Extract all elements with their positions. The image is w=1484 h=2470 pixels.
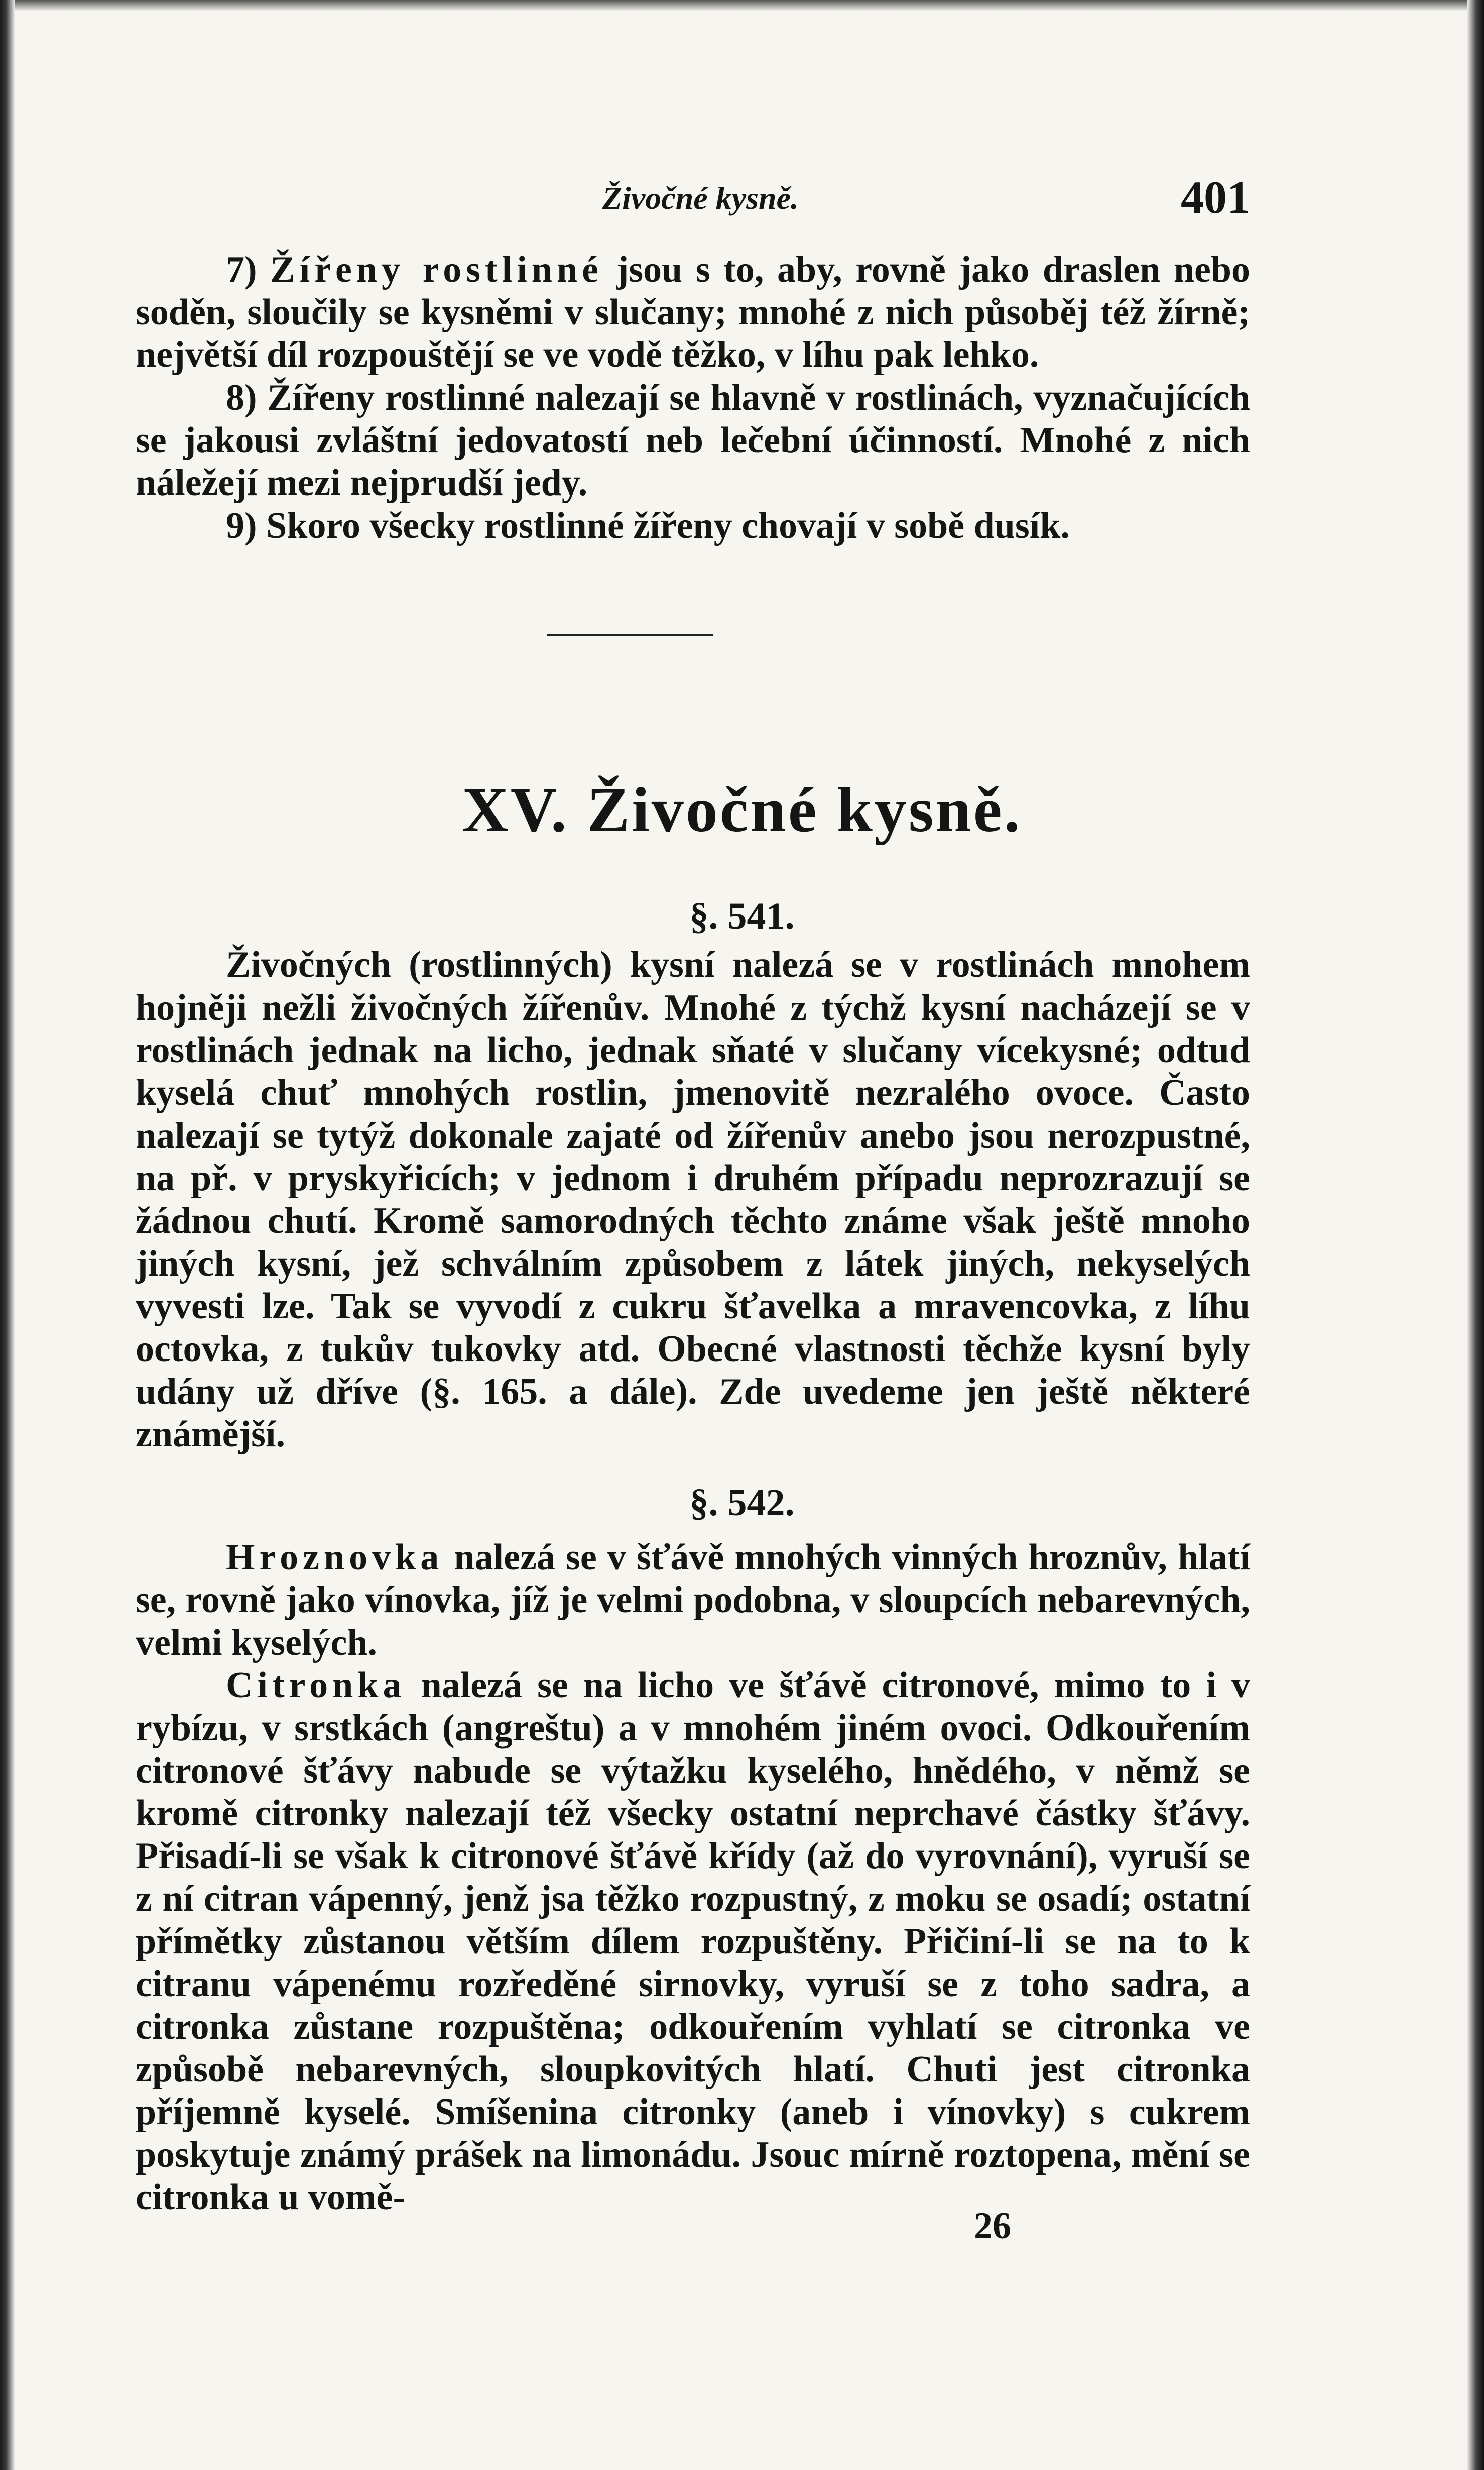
paragraph-8: 8) Žířeny rostlinné nalezají se hlavně v rostlinách, vyznačujících se jakousi zvláštní jedovatostí neb lečební účinností. Mnohé z nich náležejí mezi nejprudší jedy. (136, 377, 1250, 504)
paragraph-9: 9) Skoro všecky rostlinné žířeny chovají v sobě dusík. (226, 505, 1070, 546)
section-541-heading: §. 541. (689, 895, 795, 937)
section-542-paragraph-2-text: nalezá se na licho ve šťávě citronové, mimo to i v rybízu, v srstkách (angreštu) a v mnohém jiném ovoci. Odkouřením citronové šťávy nabude se výtažku kyselého, hnědého, v němž se kromě citronky nalezají též všecky ostatní neprchavé částky šťávy. Přisadí-li se však k citronové šťávě křídy (až do vyrovnání), vyruší se z ní citran vápenný, jenž jsa těžko rozpustný, z moku se osadí; ostatní přímětky zůstanou větším dílem rozpuštěny. Přičiní-li se na to k citranu vápenému rozředěné sirnovky, vyruší se z toho sadra, a citronka zůstane rozpuštěna; odkouřením vyhlatí se citronka ve způsobě nebarevných, sloupkovitých hlatí. Chuti jest citronka příjemně kyselé. Smíšenina citronky (aneb i vínovky) s cukrem poskytuje známý prášek na limonádu. Jsouc mírně roztopena, mění se citronka u vomě- (136, 1665, 1250, 2218)
page-right-edge-shadow (1467, 0, 1484, 2470)
section-542-paragraph-1 (136, 1536, 1250, 1664)
term-hroznovka: Hroznovka (226, 1537, 444, 1578)
signature-mark: 26 (974, 2205, 1011, 2247)
term-citronka: Citronka (226, 1665, 406, 1706)
section-divider-rule (547, 634, 713, 636)
page-number: 401 (1181, 172, 1250, 223)
section-541-body (136, 944, 1250, 1456)
section-542-paragraph-1-text: nalezá se v šťávě mnohých vinných hroznův, hlatí se, rovně jako vínovka, jíž je velmi podobna, v sloupcích nebarevných, velmi kyselých. (136, 1537, 1250, 1663)
paragraph-7-spaced-term: Žířeny rostlinné (270, 249, 603, 290)
section-542-paragraph-2 (136, 1664, 1250, 2219)
chapter-title: XV. Živočné kysně. (462, 774, 1022, 845)
page-header (136, 171, 1250, 226)
paragraph-7-text: jsou s to, aby, rovně jako draslen nebo soděn, sloučily se kysněmi v slučany; mnohé z nich působěj též žírně; největší díl rozpouštějí se ve vodě těžko, v líhu pak lehko. (136, 249, 1251, 376)
top-text-block (136, 249, 1250, 547)
page-left-binding-shadow (0, 0, 15, 2470)
paragraph-7 (136, 249, 1250, 377)
paragraph-7-lead: 7) (226, 249, 271, 290)
section-542-heading: §. 542. (689, 1481, 795, 1524)
running-title: Živočné kysně. (602, 180, 799, 216)
section-542-body (136, 1536, 1250, 2219)
section-541-paragraph: Živočných (rostlinných) kysní nalezá se v rostlinách mnohem hojněji nežli živočných žířenův. Mnohé z týchž kysní nacházejí se v rostlinách jednak na licho, jednak sňaté v slučany vícekysné; odtud kyselá chuť mnohých rostlin, jmenovitě nezralého ovoce. Často nalezají se tytýž dokonale zajaté od žířenův anebo jsou nerozpustné, na př. v pryskyřicích; v jednom i druhém případu neprozrazují se žádnou chutí. Kromě samorodných těchto známe však ještě mnoho jiných kysní, jež schválním způsobem z látek jiných, nekyselých vyvesti lze. Tak se vyvodí z cukru šťavelka a mravencovka, z líhu octovka, z tukův tukovky atd. Obecné vlastnosti těchže kysní byly udány už dříve (§. 165. a dále). Zde uvedeme jen ještě některé známější. (136, 944, 1250, 1455)
page-top-shadow (0, 0, 1484, 11)
